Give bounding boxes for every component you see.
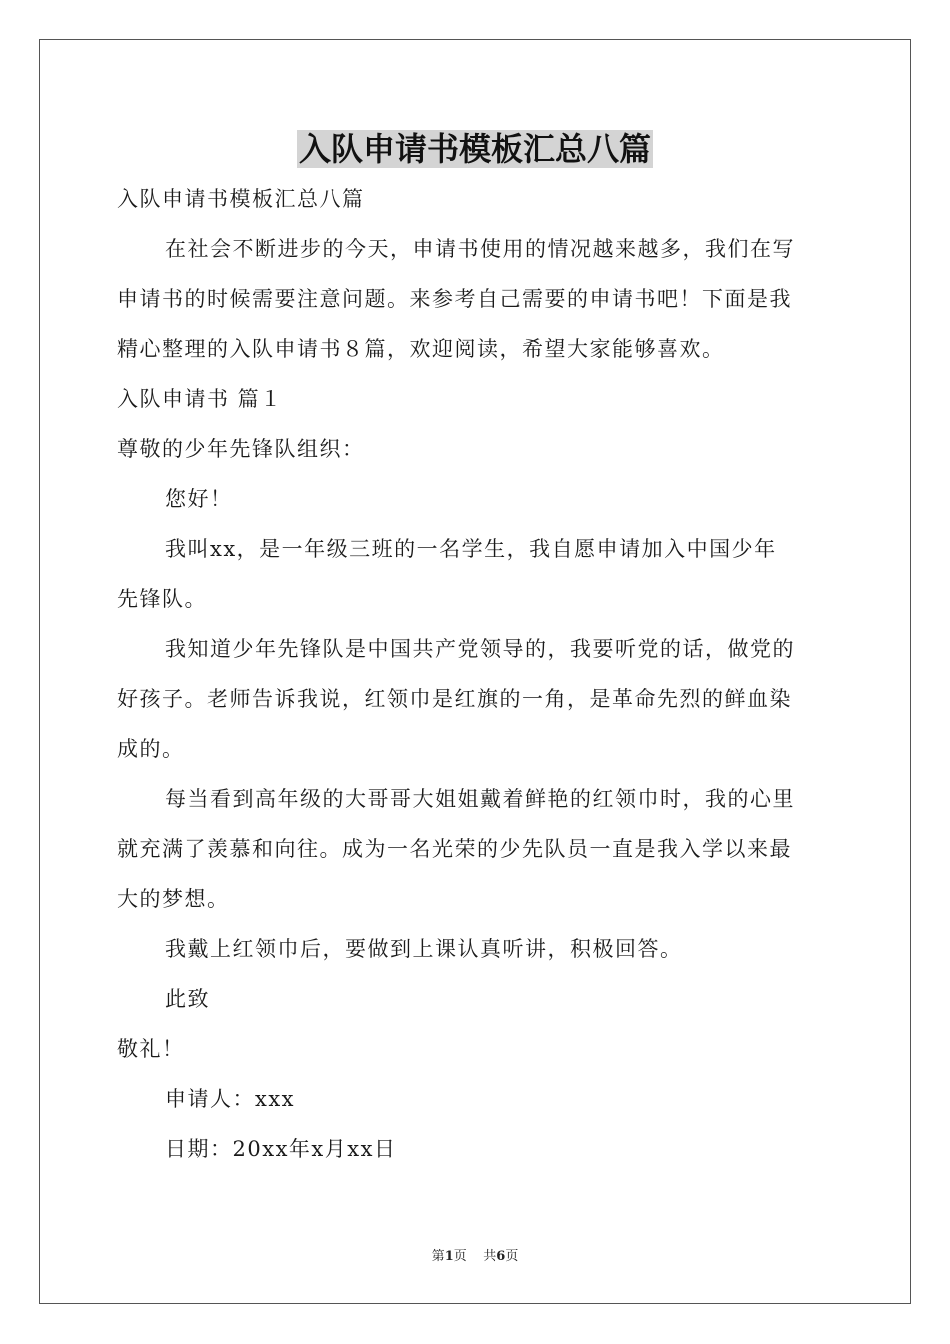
paragraph-3-line-2: 就充满了羡慕和向往。成为一名光荣的少先队员一直是我入学以来最: [117, 837, 792, 861]
footer-mid: 页 共: [453, 1249, 497, 1264]
section-heading: 入队申请书 篇１: [117, 387, 283, 411]
paragraph-4-line-1: 我戴上红领巾后，要做到上课认真听讲，积极回答。: [165, 937, 683, 961]
intro-line-3: 精心整理的入队申请书８篇，欢迎阅读，希望大家能够喜欢。: [117, 337, 725, 361]
document-subtitle: 入队申请书模板汇总八篇: [117, 187, 365, 211]
paragraph-2-line-3: 成的。: [117, 737, 185, 761]
footer-suffix: 页: [505, 1249, 519, 1264]
paragraph-2-line-2: 好孩子。老师告诉我说，红领巾是红旗的一角，是革命先烈的鲜血染: [117, 687, 792, 711]
footer-current-page: 1: [444, 1249, 454, 1264]
paragraph-1-line-1: 我叫xx，是一年级三班的一名学生，我自愿申请加入中国少年: [165, 537, 777, 561]
footer-prefix: 第: [431, 1249, 445, 1264]
closing-line-1: 此致: [165, 987, 210, 1011]
closing-line-2: 敬礼！: [117, 1037, 185, 1061]
intro-line-1: 在社会不断进步的今天，申请书使用的情况越来越多，我们在写: [165, 237, 795, 261]
date-line: 日期：20xx年x月xx日: [165, 1137, 397, 1161]
page-footer: [0, 1248, 950, 1266]
document-title-text: 入队申请书模板汇总八篇: [298, 130, 651, 168]
applicant-line: 申请人：xxx: [165, 1087, 296, 1111]
salutation: 尊敬的少年先锋队组织：: [117, 437, 365, 461]
page-border: [39, 39, 911, 1304]
intro-line-2: 申请书的时候需要注意问题。来参考自己需要的申请书吧！下面是我: [117, 287, 792, 311]
paragraph-3-line-1: 每当看到高年级的大哥哥大姐姐戴着鲜艳的红领巾时，我的心里: [165, 787, 795, 811]
paragraph-1-line-2: 先锋队。: [117, 587, 207, 611]
footer-total-pages: 6: [496, 1249, 506, 1264]
paragraph-3-line-3: 大的梦想。: [117, 887, 230, 911]
greeting: 您好！: [165, 487, 233, 511]
paragraph-2-line-1: 我知道少年先锋队是中国共产党领导的，我要听党的话，做党的: [165, 637, 795, 661]
document-title: [0, 126, 950, 172]
